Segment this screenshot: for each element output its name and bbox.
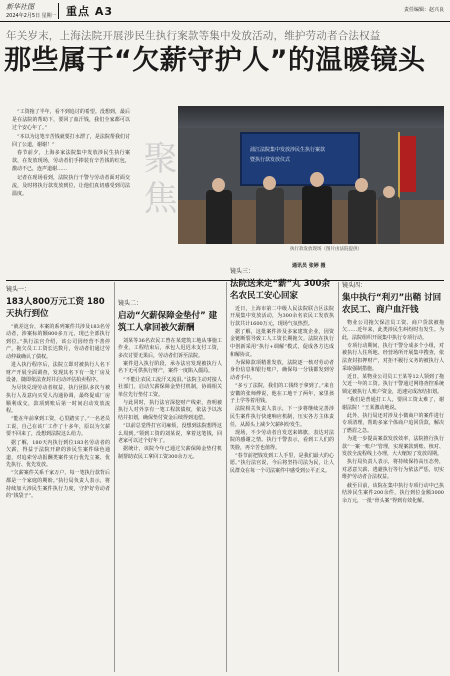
column-kicker: 镜头四： xyxy=(342,282,367,289)
photo-byline: 通讯员 张婷 摄 xyxy=(292,263,326,269)
column-paragraph: “欠薪案件关系千家万户，每一笔执行款背后都是一个家庭的期盼。”执行局负责人表示，将持续加大涉民生案件执行力度，守护好劳动者的“钱袋子”。 xyxy=(6,470,110,500)
section-label: 重点 A3 xyxy=(66,5,113,18)
photo-screen xyxy=(240,132,360,186)
column-one xyxy=(6,286,110,501)
news-photo xyxy=(178,106,444,244)
column-paragraph: 进入执行程序后，法院立即对被执行人名下财产开展全面调查，发现其名下有一处厂房及设备，随即依法查封并启动评估拍卖程序。 xyxy=(6,362,110,384)
column-two xyxy=(118,300,222,462)
column-three xyxy=(230,268,334,476)
photo-person-head xyxy=(212,178,225,192)
column-paragraph: 近日，上海市第二中级人民法院联合区法院开展集中发放活动，为300余名农民工发放执行款共计1600万元，现场气氛热烈。 xyxy=(230,305,334,327)
photo-person xyxy=(256,188,284,244)
column-paragraph: 据了解，这批案件涉及多家建筑企业，因资金链断裂导致工人工资长期拖欠。法院在执行中创新采用“执行+调解”模式，促成各方达成和解协议。 xyxy=(230,328,334,358)
column-paragraph: 此外，执行局还对涉及小微商户的案件进行专项清理，帮助多家个体商户追回货款，解决了燃眉之急。 xyxy=(342,412,444,434)
column-paragraph: “能在年前拿到工资，心里踏实了。”一名老员工说，自己在该厂工作了十多年，原以为欠薪要不回来了，没想到法院这么给力。 xyxy=(6,416,110,438)
intro-paragraph: 记者在现场看到，法院执行干警与劳动者面对面交流，及时将执行款发放到位，让他们真切感受到司法温度。 xyxy=(12,174,130,197)
column-rule xyxy=(114,282,115,672)
intro-paragraph: 春节前夕，上海多家法院集中发放涉民生执行案款，在发放现场，劳动者们手捧装有辛苦钱的红包，激动不已，连声道谢…… xyxy=(12,150,130,172)
column-title: 法院送来定“薪”丸 300余名农民工安心回家 xyxy=(230,278,330,301)
column-kicker: 镜头一： xyxy=(6,286,31,293)
intro-paragraph: “本以为这笔辛苦钱就要打水漂了，是法院帮我们讨回了公道，谢谢！” xyxy=(12,133,130,148)
column-kicker: 镜头三： xyxy=(230,268,255,275)
column-title: 183人800万元工资 180天执行到位 xyxy=(6,296,105,319)
column-paragraph: “春节前把钱发到工人手里，是我们最大的心愿。”执行法官说，今后将坚持司法为民，让人民群众在每一个司法案件中感受到公平正义。 xyxy=(230,452,334,475)
column-paragraph: 物业公司拖欠保洁员工资、商户货款被拖欠……近年来，此类涉民生纠纷时有发生。为此，法院组织开展集中执行专项行动。 xyxy=(342,319,444,341)
masthead xyxy=(0,0,450,22)
photo-person xyxy=(348,190,376,244)
column-paragraph: 为尽快兑现劳动者权益，执行团队多次与被执行人及意向买受人沟通协调，最终促成厂房顺利成交，款项到账后第一时间启动发放流程。 xyxy=(6,385,110,415)
column-paragraph: “就差这台，本案的系列案件共涉及183名劳动者，涉案标的额800多万元，现已全部执行到位。”执行法官介绍，该公司因经营不善停产，拖欠员工工资长达数月，劳动者们通过劳动仲裁确认了债权。 xyxy=(6,323,110,360)
column-title: 集中执行“利刃”出鞘 讨回农民工、商户血汗钱 xyxy=(342,292,442,315)
photo-person xyxy=(206,190,232,244)
column-paragraph: 案件进入执行阶段，承办法官发现被执行人名下无可供执行财产，案件一度陷入僵局。 xyxy=(118,360,222,375)
column-paragraph: 为进一步提高案款发放效率，法院推行执行款“一案一账户”管理，实现案款到账、核对、发放全流程线上办理，大大缩短了发放周期。 xyxy=(342,436,444,458)
column-paragraph: 刘某等36名农民工曾在某建筑工地从事施工作业，工程结束后，承包人迟迟未支付工资，多次讨要无果后，劳动者们诉至法院。 xyxy=(118,337,222,359)
issue-date: 2024年2月5日 星期一 xyxy=(6,13,57,19)
column-paragraph: 专项行动期间，执行干警分成多个小组，对被执行人住所地、经营场所开展集中搜查，依法查封扣押财产，对拒不履行义务的被执行人采取强制措施。 xyxy=(342,342,444,372)
column-paragraph: 近日，某物业公司员工王某等12人领到了拖欠近一年的工资。执行干警通过网络查控系统锁定被执行人账户资金，迅速完成冻结扣划。 xyxy=(342,373,444,395)
column-paragraph: “以前总觉得打官司麻烦，没想到法院想得这么周到。”领到工资的刘某说，拿着这笔钱，回老家可以过个好年了。 xyxy=(118,423,222,445)
column-paragraph: 据统计，该院今年已通过欠薪保障金垫付机制帮助农民工拿回工资300余万元。 xyxy=(118,446,222,460)
article-intro xyxy=(12,108,130,198)
column-paragraph: 为保障款项精准发放，法院逐一核对劳动者身份信息和银行账户，确保每一分钱都发到劳动者手中。 xyxy=(230,359,334,381)
screen-text-line1: 浦江法院集中发放涉民生执行案款 xyxy=(250,147,326,153)
column-rule xyxy=(338,282,339,672)
photo-person-head xyxy=(355,178,368,192)
column-paragraph: “我们是普通打工人，要回工资太难了，谢谢法院！”王某激动地说。 xyxy=(342,397,444,411)
focus-decor-characters: 聚焦 xyxy=(137,140,177,220)
flag xyxy=(400,136,416,192)
photo-person-head xyxy=(310,172,324,187)
column-paragraph: 执行局负责人表示，将持续保持高压态势，对恶意欠薪、逃避执行等行为依法严惩，切实维护劳动者合法权益。 xyxy=(342,459,444,481)
photo-person xyxy=(378,196,400,244)
photo-person xyxy=(302,186,332,244)
section-divider xyxy=(6,280,444,281)
column-rule xyxy=(226,282,227,672)
photo-person-head xyxy=(383,186,395,198)
intro-paragraph: “工资拖了半年，看不到追讨的希望。没想到，最后是在法院的帮助下，要回了血汗钱，我们全家都可以过个安心年了。” xyxy=(12,109,130,131)
column-paragraph: 现场，不少劳动者自发送来锦旗，表达对法院的感谢之情。执行干警表示，看到工人们的笑脸，再辛苦也值得。 xyxy=(230,429,334,451)
column-paragraph: 法院相关负责人表示，下一步将继续完善涉民生案件执行快速响应机制，压实各方主体责任，从源头上减少欠薪纠纷发生。 xyxy=(230,406,334,428)
column-title: 启动“欠薪保障金垫付” 建筑工人拿回被欠薪酬 xyxy=(118,310,218,333)
article-subhead: 年关岁末，上海法院开展涉民生执行案款等集中发放活动，维护劳动者合法权益 xyxy=(6,30,381,42)
column-paragraph: 据了解，180天内执行到位183名劳动者的欠薪，得益于法院开辟的涉民生案件绿色通道，对追索劳动报酬类案件实行优先立案、优先执行、优先发放。 xyxy=(6,439,110,469)
column-kicker: 镜头二： xyxy=(118,300,143,307)
screen-text-line2: 暨执行款发放仪式 xyxy=(250,157,291,163)
masthead-divider xyxy=(58,3,59,19)
newspaper-logo: 新华社图 xyxy=(6,3,34,11)
article-headline: 那些属于“欠薪守护人”的温暖镜头 xyxy=(4,45,426,76)
photo-ceiling xyxy=(178,106,444,128)
photo-caption: 执行款发放现场（图片由法院提供） xyxy=(290,247,362,252)
column-paragraph: “不能让农民工流汗又流泪。”法院主动对接人社部门，启动欠薪保障金垫付机制，协调相关单位先行垫付工资。 xyxy=(118,376,222,398)
column-paragraph: “多亏了法院，我们的工钱终于拿到了。”来自安徽的张师傅说，他在工地干了两年，家里孩子上学等着用钱。 xyxy=(230,383,334,405)
column-four xyxy=(342,282,444,506)
photo-person-head xyxy=(263,176,276,190)
editor-credits: 责任编辑：赵兴良 xyxy=(403,7,444,13)
column-paragraph: 与此同时，执行法官深挖财产线索，查明被执行人对外享有一笔工程款债权，依法予以冻结并扣划，确保垫付资金后续得到追偿。 xyxy=(118,399,222,422)
column-paragraph: 截至目前，该院在集中执行专项行动中已执结涉民生案件200余件，执行到位金额3000余万元，一批“骨头案”得到有效化解。 xyxy=(342,482,444,504)
